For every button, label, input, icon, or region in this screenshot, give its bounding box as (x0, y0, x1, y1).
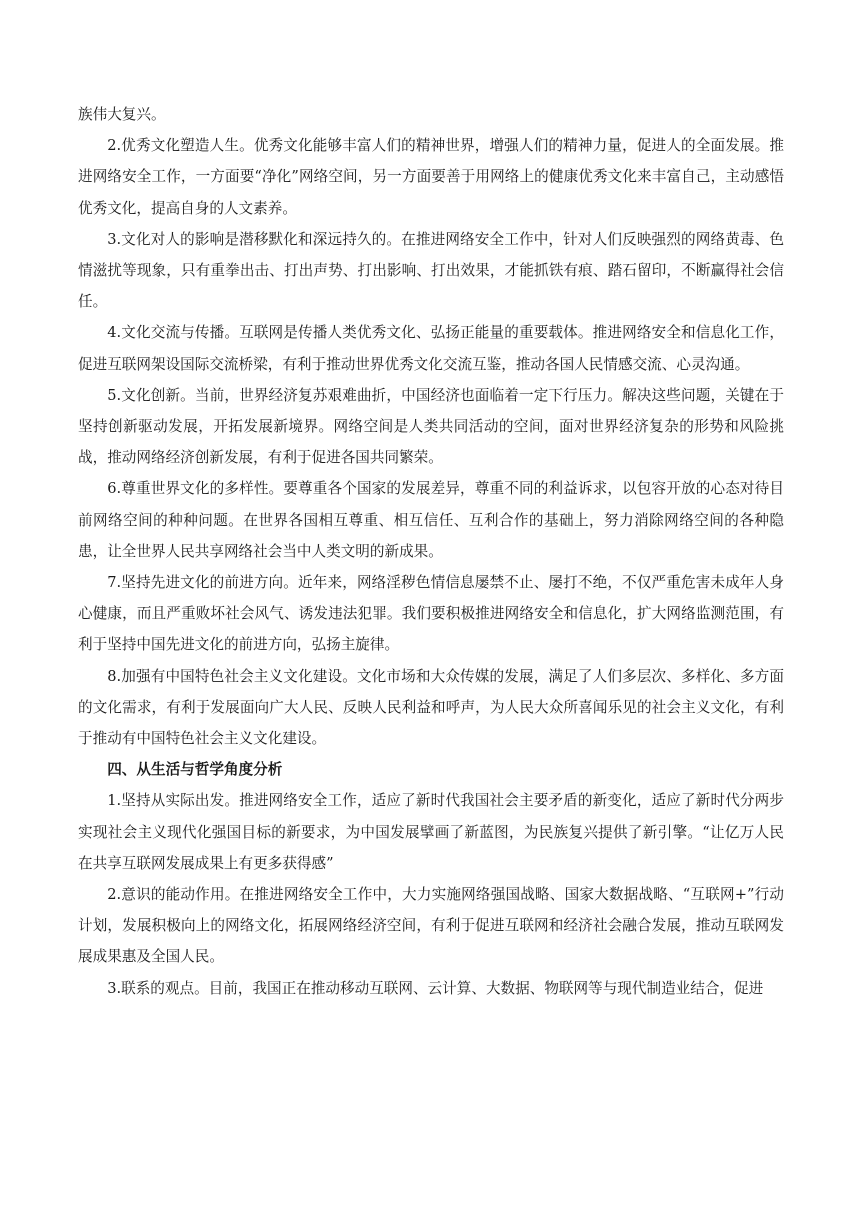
section-heading: 四、从生活与哲学角度分析 (107, 761, 283, 779)
paragraph-continuation: 族伟大复兴。 (78, 106, 166, 123)
paragraph-culture-exchange: 4.文化交流与传播。互联网是传播人类优秀文化、弘扬正能量的重要载体。推进网络安全和信息化工作，促进互联网架设国际交流桥梁，有利于推动世界优秀文化交流互鉴，推动各国人民情感交流、心灵沟通。 (78, 324, 784, 373)
paragraph-advanced-culture: 7.坚持先进文化的前进方向。近年来，网络淫秽色情信息屡禁不止、屡打不绝，不仅严重危害未成年人身心健康，而且严重败坏社会风气、诱发违法犯罪。我们要积极推进网络安全和信息化，扩大网络监测范围，有利于坚持中国先进文化的前进方向，弘扬主旋律。 (78, 574, 784, 654)
document-body (78, 99, 784, 1004)
paragraph-culture-influence: 3.文化对人的影响是潜移默化和深远持久的。在推进网络安全工作中，针对人们反映强烈的网络黄毒、色情滋扰等现象，只有重拳出击、打出声势、打出影响、打出效果，才能抓铁有痕、踏石留印，不断赢得社会信任。 (78, 230, 784, 311)
paragraph-socialist-culture: 8.加强有中国特色社会主义文化建设。文化市场和大众传媒的发展，满足了人们多层次、多样化、多方面的文化需求，有利于发展面向广大人民、反映人民利益和呼声，为人民大众所喜闻乐见的社会主义文化，有利于推动有中国特色社会主义文化建设。 (78, 667, 784, 748)
paragraph-culture-innovation: 5.文化创新。当前，世界经济复苏艰难曲折，中国经济也面临着一定下行压力。解决这些问题，关键在于坚持创新驱动发展，开拓发展新境界。网络空间是人类共同活动的空间，面对世界经济复杂的形势和风险挑战，推动网络经济创新发展，有利于促进各国共同繁荣。 (78, 386, 784, 467)
paragraph-cultural-diversity: 6.尊重世界文化的多样性。要尊重各个国家的发展差异，尊重不同的利益诉求，以包容开放的心态对待目前网络空间的种种问题。在世界各国相互尊重、相互信任、互利合作的基础上，努力消除网络空间的各种隐患，让全世界人民共享网络社会当中人类文明的新成果。 (78, 480, 784, 560)
paragraph-connection-view: 3.联系的观点。目前，我国正在推动移动互联网、云计算、大数据、物联网等与现代制造业结合，促进 (107, 979, 764, 997)
paragraph-proceed-from-reality: 1.坚持从实际出发。推进网络安全工作，适应了新时代我国社会主要矛盾的新变化，适应了新时代分两步实现社会主义现代化强国目标的新要求，为中国发展擘画了新蓝图，为民族复兴提供了新引擎。“让亿万人民在共享互联网发展成果上有更多获得感” (78, 792, 784, 872)
paragraph-consciousness-role: 2.意识的能动作用。在推进网络安全工作中，大力实施网络强国战略、国家大数据战略、“互联网+”行动计划，发展积极向上的网络文化，拓展网络经济空间，有利于促进互联网和经济社会融合发展，推动互联网发展成果惠及全国人民。 (78, 886, 784, 966)
paragraph-culture-shapes-life: 2.优秀文化塑造人生。优秀文化能够丰富人们的精神世界，增强人们的精神力量，促进人的全面发展。推进网络安全工作，一方面要“净化”网络空间，另一方面要善于用网络上的健康优秀文化来丰富自己，主动感悟优秀文化，提高自身的人文素养。 (78, 137, 784, 217)
